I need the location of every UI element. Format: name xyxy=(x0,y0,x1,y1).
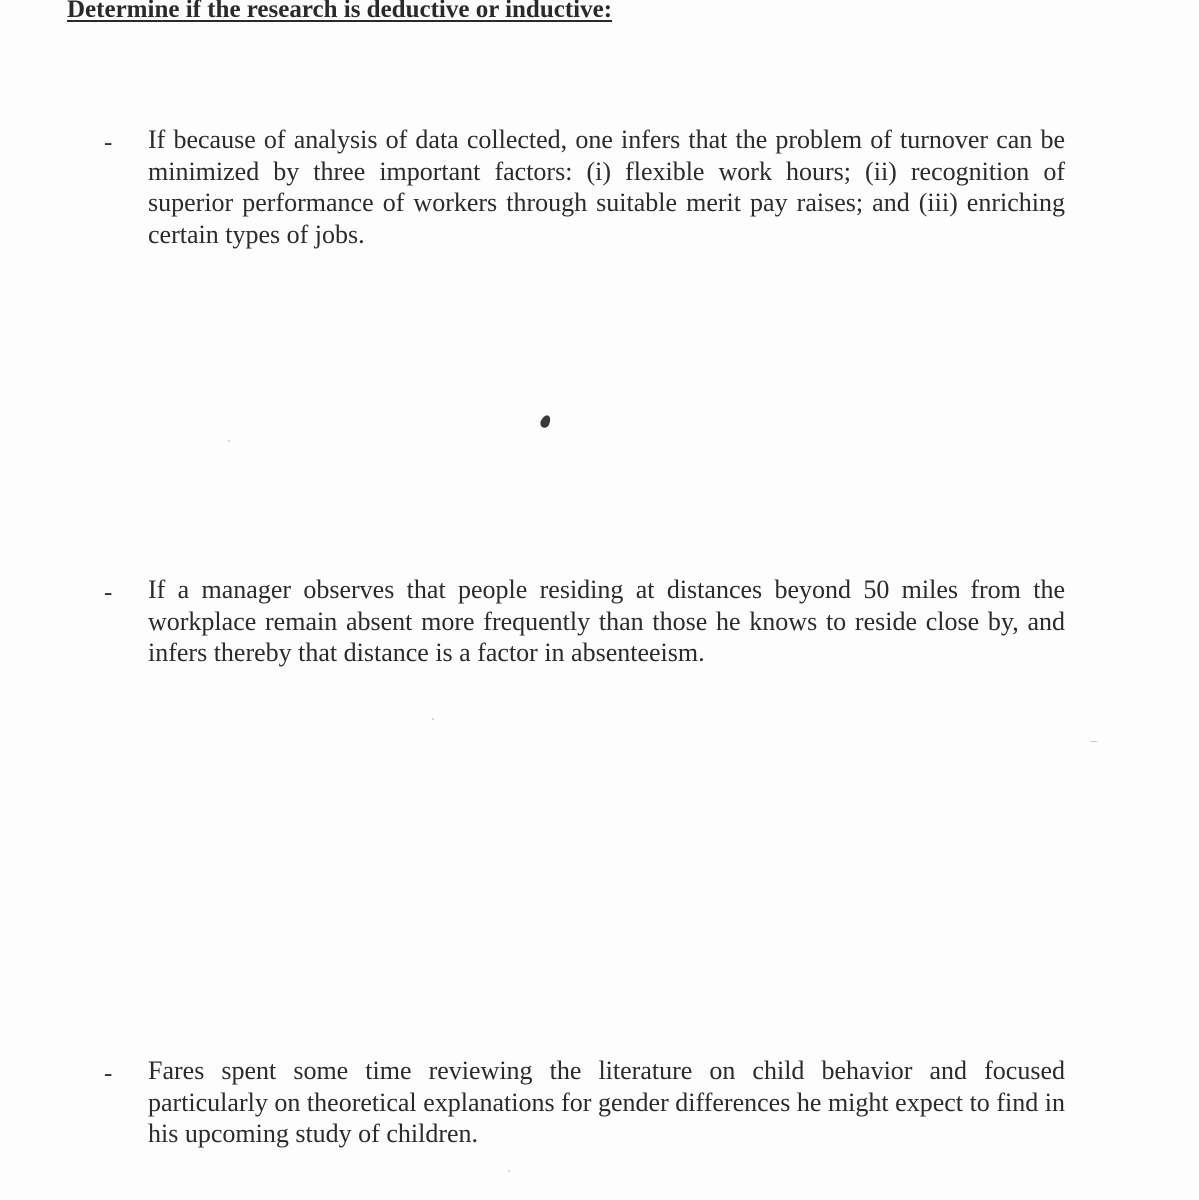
ink-mark xyxy=(539,414,553,430)
scan-speck xyxy=(432,718,434,720)
bullet-dash: - xyxy=(104,129,113,156)
page-title: Determine if the research is deductive or inductive: xyxy=(67,0,613,23)
question-text: If a manager observes that people residing at distances beyond 50 miles from the workplace remain absent more frequently than those he knows to reside close by, and infers thereby that distance is a factor in absenteeism. xyxy=(148,575,1065,667)
scan-speck xyxy=(228,440,230,442)
scan-speck xyxy=(508,1170,510,1172)
question-text: Fares spent some time reviewing the literature on child behavior and focused particularly on theoretical explanations for gender differences he might expect to find in his upcoming study of children. xyxy=(148,1056,1065,1148)
bullet-dash: - xyxy=(104,1060,113,1087)
scan-speck xyxy=(1090,741,1098,742)
question-text: If because of analysis of data collected, one infers that the problem of turnover can be minimized by three important factors: (i) flexible work hours; (ii) recognition of superior performance of workers through suitable merit pay raises; and (iii) enriching certain types of jobs. xyxy=(148,125,1065,249)
bullet-dash: - xyxy=(104,579,113,606)
